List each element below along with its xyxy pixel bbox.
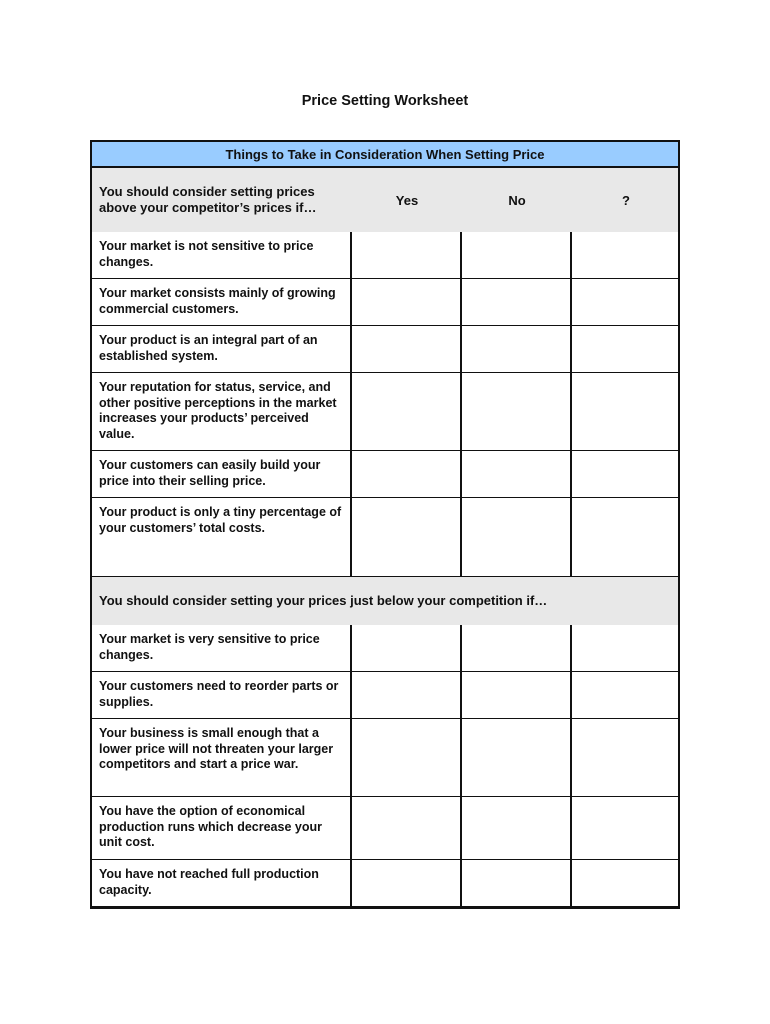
- unsure-cell[interactable]: [572, 326, 680, 373]
- unsure-cell[interactable]: [572, 860, 680, 907]
- no-cell[interactable]: [462, 719, 572, 797]
- yes-cell[interactable]: [352, 326, 462, 373]
- statement-text: Your market is not sensitive to price changes.: [99, 239, 314, 269]
- column-divider: [460, 232, 462, 577]
- no-cell[interactable]: [462, 672, 572, 719]
- section1-header: [92, 168, 678, 232]
- column-divider: [460, 625, 462, 907]
- statement-text: Your product is an integral part of an established system.: [99, 333, 318, 363]
- section2-row: [92, 672, 678, 719]
- row-divider: [92, 576, 678, 577]
- unsure-cell[interactable]: [572, 451, 680, 498]
- yes-cell[interactable]: [352, 719, 462, 797]
- column-divider: [350, 232, 352, 577]
- yes-cell[interactable]: [352, 625, 462, 672]
- yes-cell[interactable]: [352, 451, 462, 498]
- section2-header: [92, 577, 678, 625]
- yes-cell[interactable]: [352, 279, 462, 326]
- unsure-cell[interactable]: [572, 279, 680, 326]
- statement-text: Your reputation for status, service, and other positive perceptions in the market increases your products’ perceived value.: [99, 380, 337, 441]
- column-divider: [570, 232, 572, 577]
- unsure-cell[interactable]: [572, 498, 680, 577]
- column-divider: [570, 625, 572, 907]
- section1-question: You should consider setting prices above your competitor’s prices if…: [99, 184, 317, 215]
- section1-row: [92, 451, 678, 498]
- no-cell[interactable]: [462, 625, 572, 672]
- yes-cell[interactable]: [352, 373, 462, 451]
- unsure-cell[interactable]: [572, 719, 680, 797]
- no-cell[interactable]: [462, 279, 572, 326]
- yes-cell[interactable]: [352, 672, 462, 719]
- unsure-cell[interactable]: [572, 232, 680, 279]
- statement-text: Your customers need to reorder parts or supplies.: [99, 679, 339, 709]
- statement-text: You have the option of economical production runs which decrease your unit cost.: [99, 804, 322, 850]
- statement-text: Your product is only a tiny percentage of your customers’ total costs.: [99, 505, 342, 535]
- row-divider: [92, 906, 678, 907]
- section1-row: [92, 232, 678, 279]
- no-cell[interactable]: [462, 797, 572, 860]
- section1-row: [92, 279, 678, 326]
- section2-row: [92, 860, 678, 907]
- unsure-cell[interactable]: [572, 373, 680, 451]
- statement-text: Your business is small enough that a lower price will not threaten your larger competitors and start a price war.: [99, 726, 334, 772]
- no-cell[interactable]: [462, 373, 572, 451]
- section1-row: [92, 373, 678, 451]
- yes-cell[interactable]: [352, 498, 462, 577]
- section2-row: [92, 797, 678, 860]
- yes-cell[interactable]: [352, 232, 462, 279]
- no-cell[interactable]: [462, 451, 572, 498]
- section2-question: You should consider setting your prices just below your competition if…: [99, 593, 548, 608]
- statement-text: Your market consists mainly of growing commercial customers.: [99, 286, 336, 316]
- yes-cell[interactable]: [352, 860, 462, 907]
- table-banner: Things to Take in Consideration When Setting Price: [92, 142, 678, 168]
- yes-cell[interactable]: [352, 797, 462, 860]
- no-cell[interactable]: [462, 498, 572, 577]
- unsure-cell[interactable]: [572, 672, 680, 719]
- page-title: Price Setting Worksheet: [301, 93, 469, 109]
- column-yes: Yes: [395, 192, 419, 208]
- statement-text: Your customers can easily build your price into their selling price.: [99, 458, 321, 488]
- statement-text: You have not reached full production capacity.: [99, 867, 319, 897]
- no-cell[interactable]: [462, 326, 572, 373]
- section2-row: [92, 719, 678, 797]
- unsure-cell[interactable]: [572, 797, 680, 860]
- unsure-cell[interactable]: [572, 625, 680, 672]
- section2-row: [92, 625, 678, 672]
- column-no: No: [508, 192, 526, 208]
- statement-text: Your market is very sensitive to price changes.: [99, 632, 320, 662]
- no-cell[interactable]: [462, 860, 572, 907]
- column-divider: [350, 625, 352, 907]
- no-cell[interactable]: [462, 232, 572, 279]
- section1-row: [92, 326, 678, 373]
- section1-row: [92, 498, 678, 577]
- column-unsure: ?: [622, 192, 630, 208]
- worksheet-table: [90, 140, 680, 909]
